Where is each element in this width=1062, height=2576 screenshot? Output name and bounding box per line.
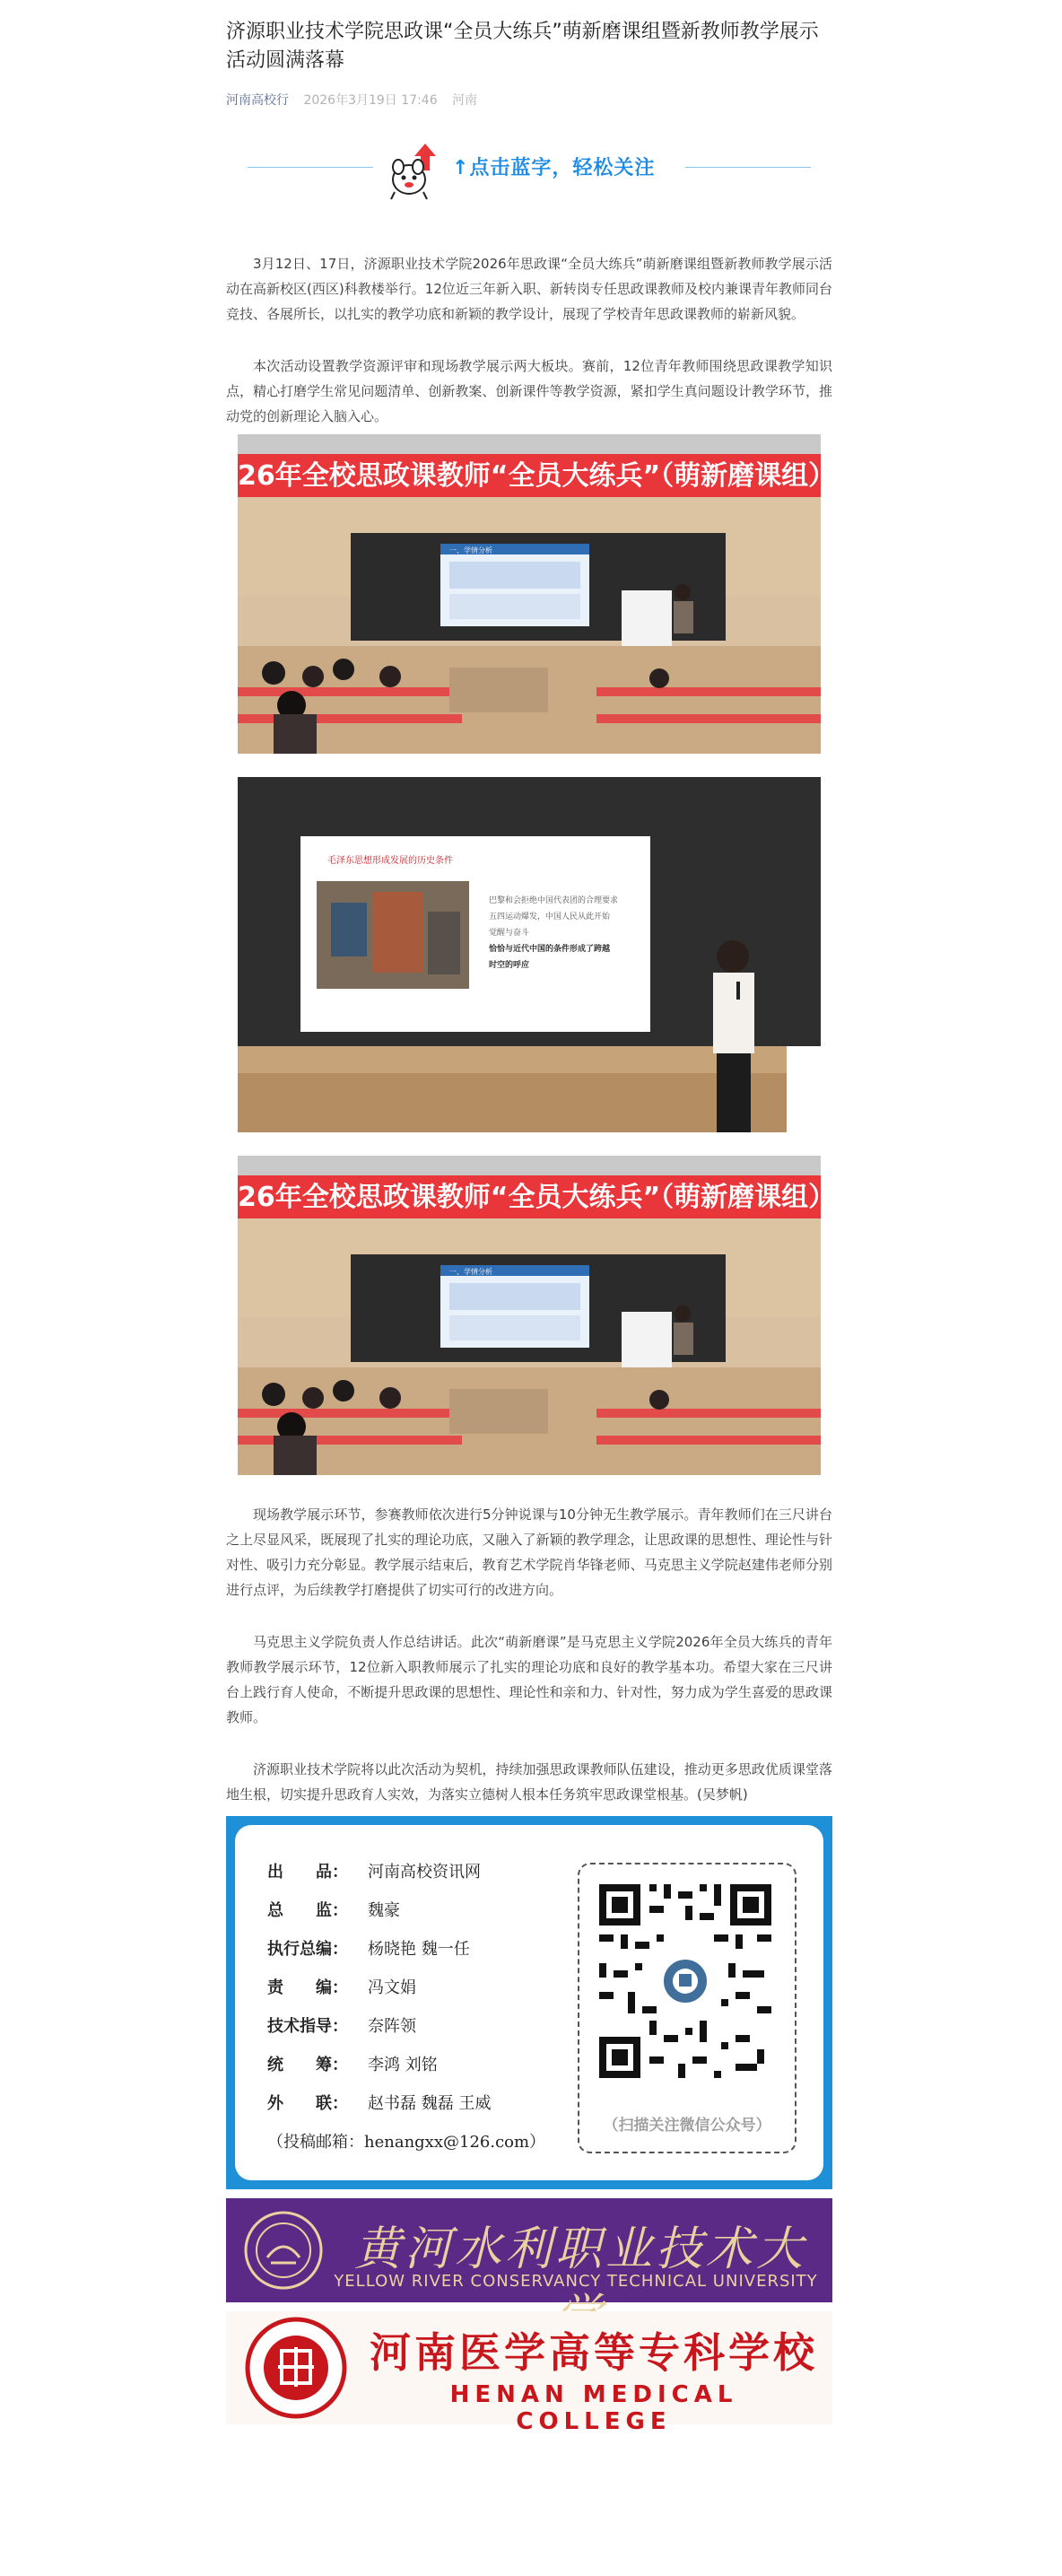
qr-caption: （扫描关注微信公众号） xyxy=(603,2117,771,2135)
paragraph-5: 济源职业技术学院将以此次活动为契机，持续加强思政课教师队伍建设，推动更多思政优质课堂落地生根，切实提升思政育人实效，为落实立德树人根本任务筑牢思政课堂根基。(吴梦帆) xyxy=(226,1761,832,1803)
ad-banner-henan-medical[interactable] xyxy=(226,2311,832,2435)
university-seal-icon xyxy=(240,2209,326,2292)
photo-teacher-slide[interactable] xyxy=(238,777,821,1132)
event-banner-text-2: 26年全校思政课教师“全员大练兵”（萌新磨课组）暨新教师教学展示 xyxy=(238,1182,1051,1213)
article xyxy=(226,0,1051,2435)
credit-row: 责 编： 冯文娟 xyxy=(267,1978,416,1997)
paragraph-3: 现场教学展示环节，参赛教师依次进行5分钟说课与10分钟无生教学展示。青年教师们在三尺讲台之上尽显风采，既展现了扎实的理论功底，又融入了新颖的教学理念，让思政课的思想性、理论性与针对性、吸引力充分彰显。教学展示结束后，教育艺术学院肖华锋老师、马克思主义学院赵建伟老师分别进行点评，为后续教学打磨提供了切实可行的改进方向。 xyxy=(226,1506,832,1598)
credit-row: 统 筹： 李鸿 刘铭 xyxy=(267,2056,438,2074)
photo-classroom-2[interactable] xyxy=(238,1156,1051,1475)
slide-line-3: 觉醒与奋斗 xyxy=(489,929,530,938)
photo-classroom-1[interactable] xyxy=(238,434,1051,754)
article-location: 河南 xyxy=(452,93,478,108)
follow-prompt-text[interactable]: ↑点击蓝字，轻松关注 xyxy=(452,157,656,179)
paragraph-1: 3月12日、17日，济源职业技术学院2026年思政课“全员大练兵”萌新磨课组暨新教师教学展示活动在高新校区(西区)科教楼举行。12位近三年新入职、新转岗专任思政课教师及校内兼课青年教师同台竞技、各展所长，以扎实的教学功底和新颖的教学设计，展现了学校青年思政课教师的崭新风貌。 xyxy=(226,256,832,322)
slide-line-5: 时空的呼应 xyxy=(489,961,530,970)
ad-banner-yellow-river[interactable] xyxy=(226,2198,832,2302)
qr-code-box[interactable] xyxy=(578,1863,796,2153)
cartoon-mascot-icon xyxy=(384,140,447,203)
credits-card xyxy=(226,1816,832,2189)
article-title: 济源职业技术学院思政课“全员大练兵”萌新磨课组暨新教师教学展示活动圆满落幕 xyxy=(226,21,819,72)
article-source-link[interactable]: 河南高校行 xyxy=(226,93,289,108)
follow-banner[interactable] xyxy=(226,133,832,205)
banner-divider-left xyxy=(248,167,373,168)
submission-email[interactable]: （投稿邮箱：henangxx@126.com） xyxy=(267,2133,546,2152)
slide-line-4: 恰恰与近代中国的条件形成了跨越 xyxy=(489,945,611,954)
credit-row: 执行总编： 杨晓艳 魏一任 xyxy=(267,1940,470,1959)
credit-row: 出 品： 河南高校资讯网 xyxy=(267,1863,481,1882)
henan-medical-cn-name: 河南医学高等专科学校 xyxy=(370,2328,818,2377)
paragraph-4: 马克思主义学院负责人作总结讲话。此次“萌新磨课”是马克思主义学院2026年全员大练兵的青年教师教学展示环节，12位新入职教师展示了扎实的理论功底和良好的教学基本功。希望大家在三尺讲台上践行育人使命，不断提升思政课的思想性、理论性和亲和力、针对性，努力成为学生喜爱的思政课教师。 xyxy=(226,1634,832,1725)
paragraph-2: 本次活动设置教学资源评审和现场教学展示两大板块。赛前，12位青年教师围绕思政课教学知识点，精心打磨学生常见问题清单、创新教案、创新课件等教学资源，紧扣学生真问题设计教学环节，推动党的创新理论入脑入心。 xyxy=(226,358,832,424)
article-time: 2026年3月19日 17:46 xyxy=(303,93,438,108)
slide-line-1: 巴黎和会拒绝中国代表团的合理要求 xyxy=(489,896,619,905)
credits-list xyxy=(267,1859,590,2156)
qr-code-icon xyxy=(592,1877,779,2101)
credit-row: 技术指导： 奈阵领 xyxy=(267,2017,416,2036)
yellow-river-cn-name: 黄河水利职业技术大 xyxy=(353,2222,806,2276)
college-seal-icon xyxy=(242,2315,350,2421)
henan-medical-en-name: HENAN MEDICAL COLLEGE xyxy=(449,2381,738,2435)
credits-card-inner xyxy=(235,1825,823,2180)
credit-row: 总 监： 魏豪 xyxy=(267,1901,400,1920)
article-meta xyxy=(226,90,832,111)
banner-divider-right xyxy=(685,167,811,168)
credit-row: 外 联： 赵书磊 魏磊 王威 xyxy=(267,2094,492,2113)
projector-heading-2: 一、学情分析 xyxy=(449,1268,492,1276)
slide-line-2: 五四运动爆发，中国人民从此开始 xyxy=(489,913,611,921)
yellow-river-en-name: YELLOW RIVER CONSERVANCY TECHNICAL UNIVERSITY xyxy=(334,2272,818,2291)
projector-heading: 一、学情分析 xyxy=(449,546,492,554)
event-banner-text: 26年全校思政课教师“全员大练兵”（萌新磨课组）暨新教师教学展示 xyxy=(238,460,1051,492)
slide-heading: 毛泽东思想形成发展的历史条件 xyxy=(327,856,453,866)
